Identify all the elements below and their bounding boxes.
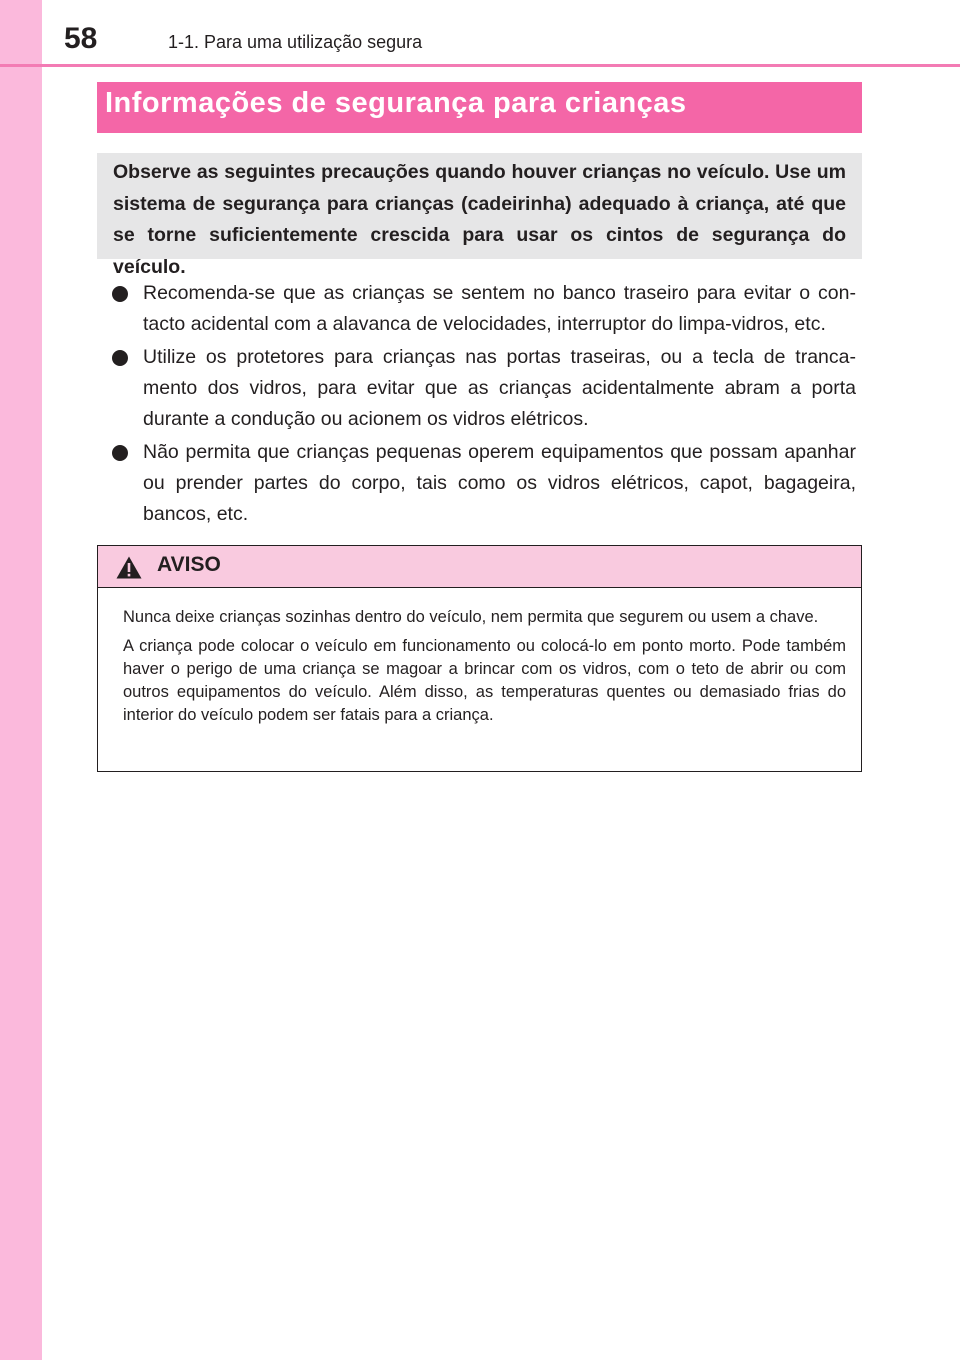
section-title: Informações de segurança para crianças — [97, 82, 862, 133]
page-number: 58 — [64, 22, 98, 55]
warning-header — [98, 546, 861, 588]
warning-paragraph: A criança pode colocar o veículo em funcionamento ou colocá-lo em ponto morto. Pode também haver o perigo de uma criança se magoar a brincar com os vidros, com o teto de abrir ou com outros equipamentos do veículo. Além disso, as temperaturas quentes ou demasiado frias do interior do veículo podem ser fatais para a criança. — [123, 637, 846, 724]
bullet-icon — [112, 286, 128, 302]
warning-paragraph: Nunca deixe crianças sozinhas dentro do veículo, nem permita que segurem ou usem a chave. — [123, 608, 819, 626]
bullet-icon — [112, 445, 128, 461]
warning-box — [97, 545, 862, 772]
list-item — [112, 342, 856, 435]
warning-body — [123, 606, 846, 733]
warning-title: AVISO — [157, 553, 221, 576]
bullet-list — [112, 278, 856, 532]
side-tab-strip — [0, 0, 42, 1360]
list-item-text: Recomenda-se que as crianças se sentem no banco traseiro para evitar o con-tacto acidental com a alavanca de velocidades, interruptor do limpa-vidros, etc. — [143, 282, 856, 335]
intro-note: Observe as seguintes precauções quando houver crianças no veículo. Use um sistema de segurança para crianças (cadeirinha) adequado à criança, até que se torne suficientemente crescida para usar os cintos de segurança do veículo. — [97, 153, 862, 259]
list-item — [112, 278, 856, 340]
header-divider — [0, 64, 960, 67]
list-item — [112, 437, 856, 530]
page-header — [0, 0, 960, 66]
bullet-icon — [112, 350, 128, 366]
list-item-text: Não permita que crianças pequenas operem equipamentos que possam apanhar ou prender partes do corpo, tais como os vidros elétricos, capot, bagageira, bancos, etc. — [143, 441, 856, 525]
warning-triangle-icon — [116, 556, 142, 579]
list-item-text: Utilize os protetores para crianças nas portas traseiras, ou a tecla de tranca-mento dos vidros, para evitar que as crianças acidentalmente abram a porta durante a condução ou acionem os vidros elétricos. — [143, 346, 856, 430]
section-reference: 1-1. Para uma utilização segura — [168, 32, 423, 52]
